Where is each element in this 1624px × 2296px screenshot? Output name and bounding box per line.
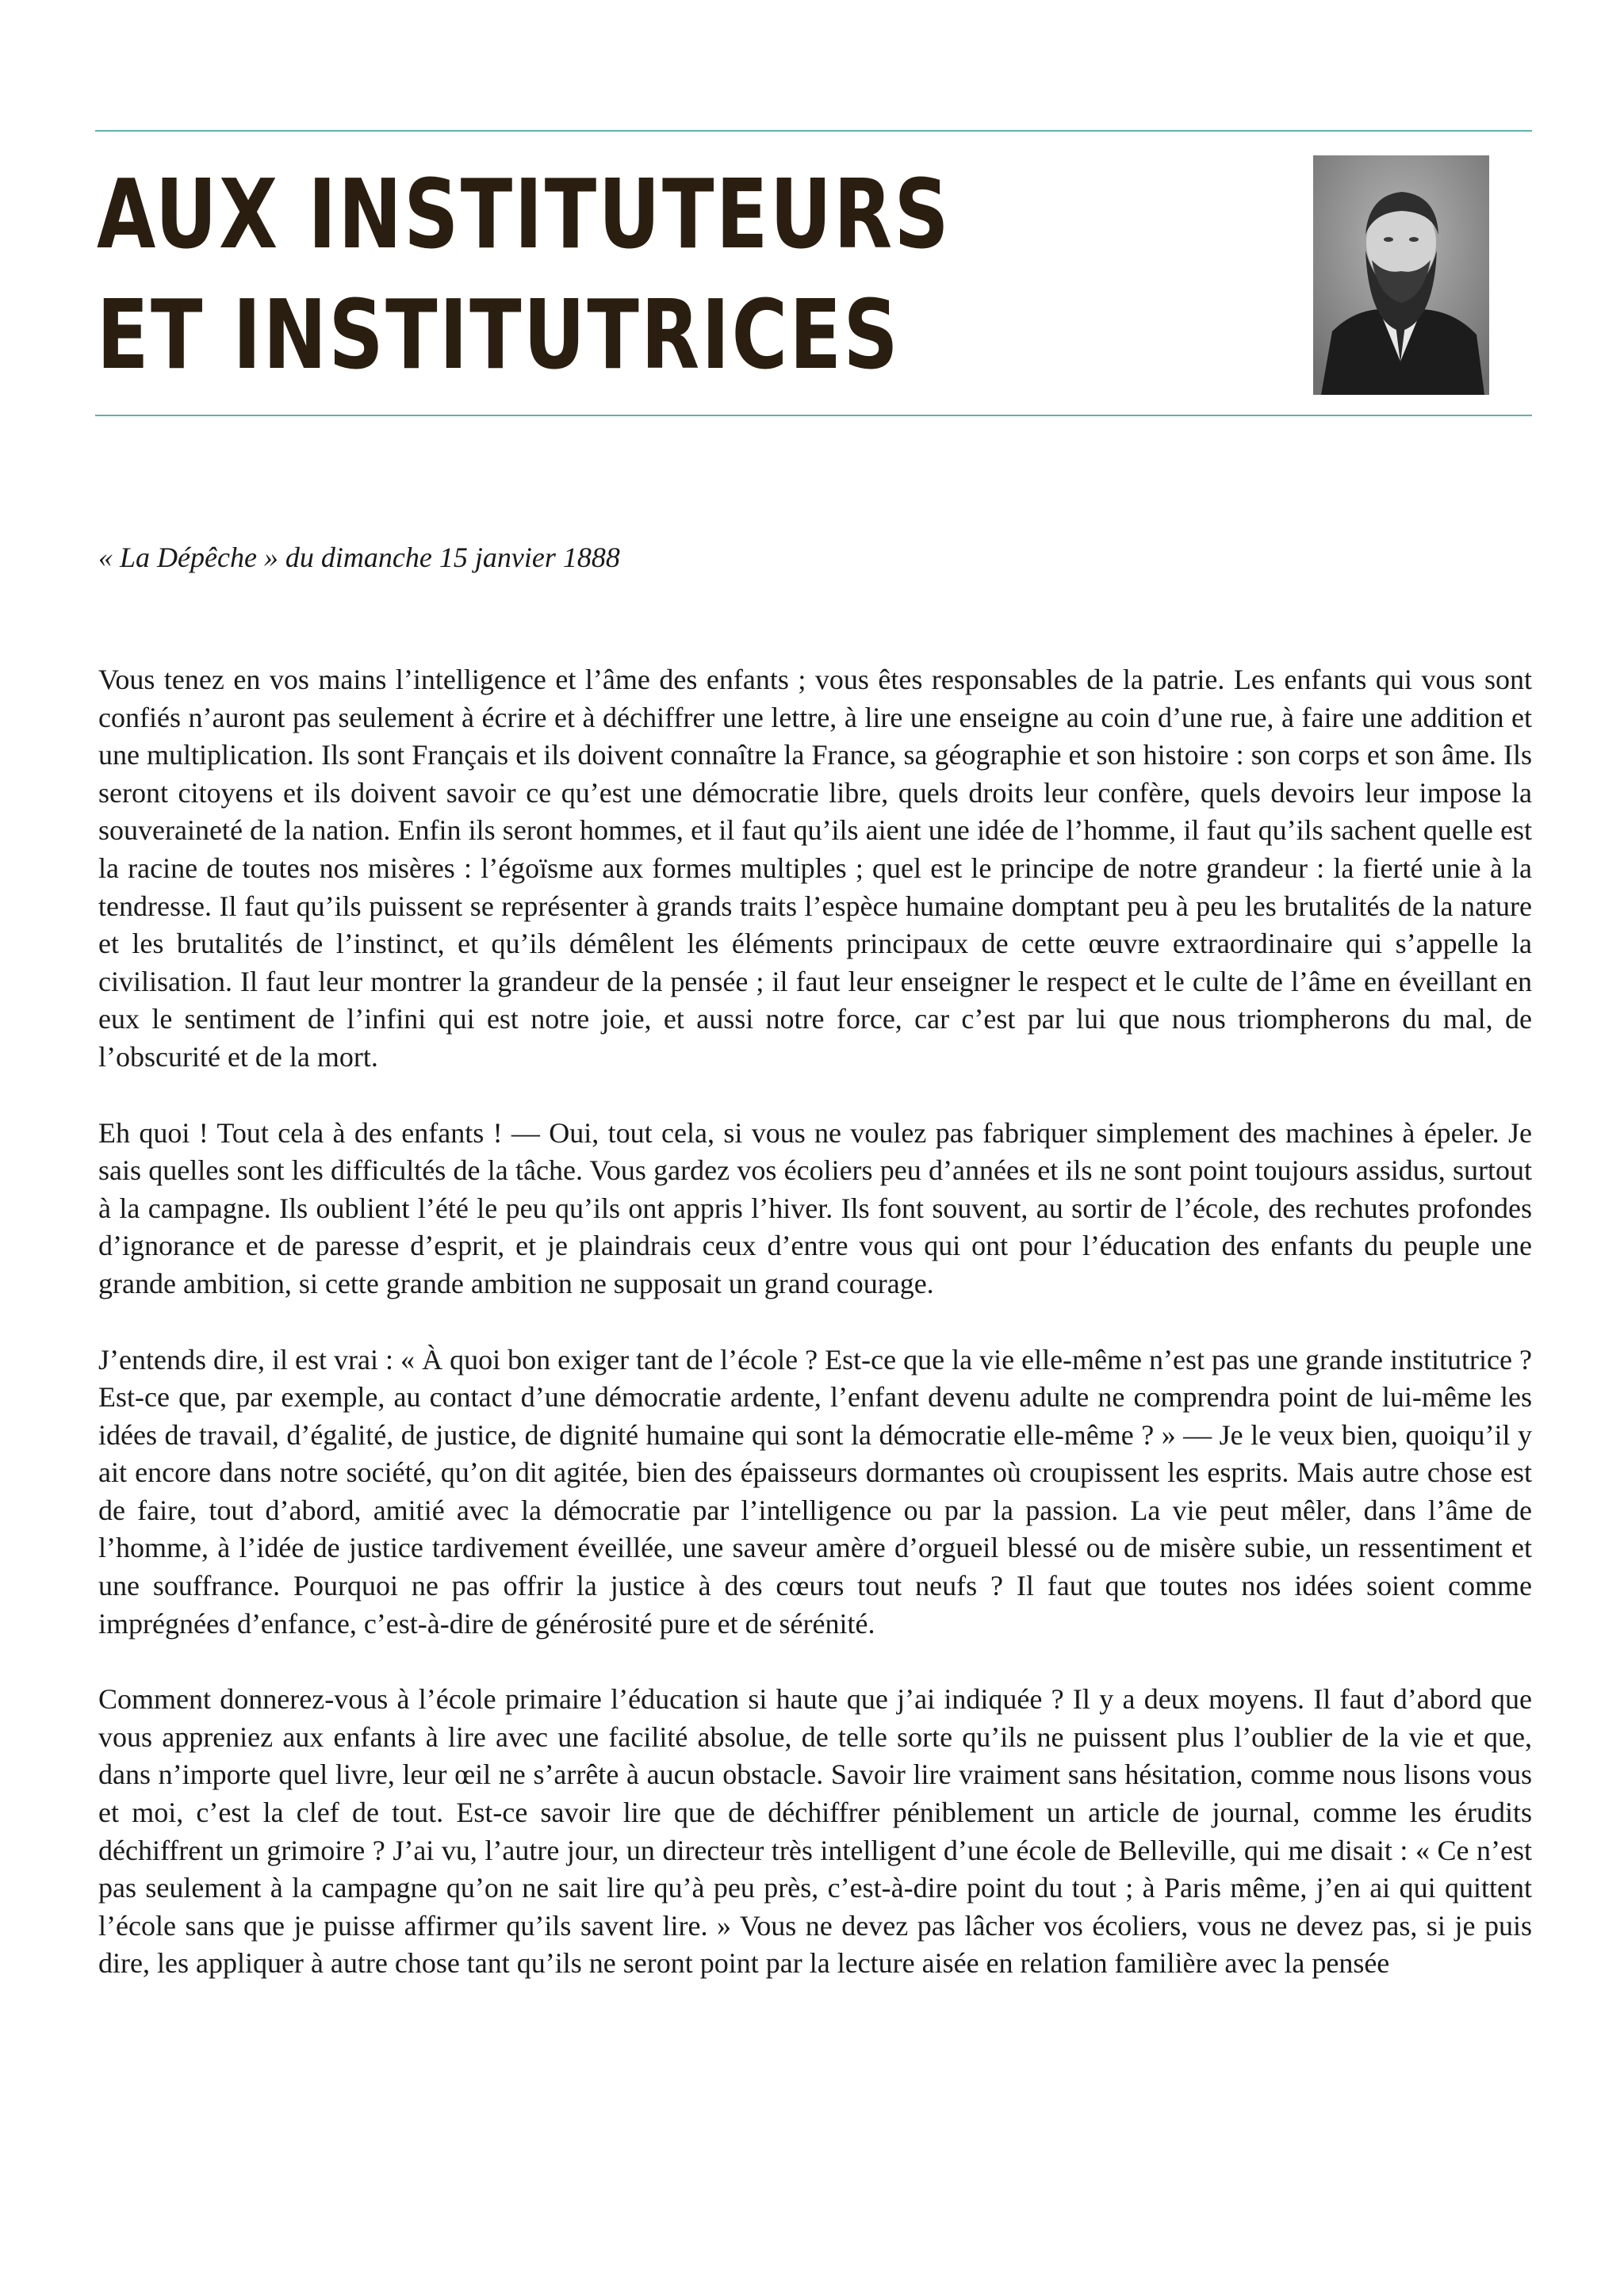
paragraph: Eh quoi ! Tout cela à des enfants ! — Oui, tout cela, si vous ne voulez pas fabriquer simplement des machines à épeler. Je sais quelles sont les difficultés de la tâche. Vous gardez vos écoliers peu d’années et ils ne sont point toujours assidus, surtout à la campagne. Ils oublient l’été le peu qu’ils ont appris l’hiver. Ils font souvent, au sortir de l’école, des rechutes profondes d’ignorance et de paresse d’esprit, et je plaindrais ceux d’entre vous qui ont pour l’éducation des enfants du peuple une grande ambition, si cette grande ambition ne supposait un grand courage.	[98, 1116, 1532, 1299]
top-divider	[95, 130, 1532, 132]
paragraph: J’entends dire, il est vrai : « À quoi bon exiger tant de l’école ? Est-ce que la vie elle-même n’est pas une grande institutrice ? Est-ce que, par exemple, au contact d’une démocratie ardente, l’enfant devenu adulte ne comprendra point de lui-même les idées de travail, d’égalité, de justice, de dignité humaine qui sont la démocratie elle-même ? » — Je le veux bien, quoiqu’il y ait encore dans notre société, qu’on dit agitée, bien des épaisseurs dormantes où croupissent les esprits. Mais autre chose est de faire, tout d’abord, amitié avec la démocratie par l’intelligence ou par la passion. La vie peut mêler, dans l’âme de l’homme, à l’idée de justice tardivement éveillée, une saveur amère d’orgueil blessé ou de misère subie, un ressentiment et une souffrance. Pourquoi ne pas offrir la justice à des cœurs tout neufs ? Il faut que toutes nos idées soient comme imprégnées d’enfance, c’est-à-dire de générosité pure et de sérénité.	[98, 1343, 1532, 1640]
bottom-divider	[95, 415, 1532, 416]
page-title: AUX INSTITUTEURS ET INSTITUTRICES	[97, 160, 952, 391]
source-citation: « La Dépêche » du dimanche 15 janvier 1888	[98, 541, 620, 573]
paragraph: Comment donnerez-vous à l’école primaire l’éducation si haute que j’ai indiquée ? Il y a deux moyens. Il faut d’abord que vous appreniez aux enfants à lire avec une facilité absolue, de telle sorte qu’ils ne puissent plus l’oublier de la vie et que, dans n’importe quel livre, leur œil ne s’arrête à aucun obstacle. Savoir lire vraiment sans hésitation, comme nous lisons vous et moi, c’est la clef de tout. Est-ce savoir lire que de déchiffrer péniblement un article de journal, comme les érudits déchiffrent un grimoire ? J’ai vu, l’autre jour, un directeur très intelligent d’une école de Belleville, qui me disait : « Ce n’est pas seulement à la campagne qu’on ne sait lire qu’à peu près, c’est-à-dire point du tout ; à Paris même, j’en ai qui quittent l’école sans que je puisse affirmer qu’ils savent lire. » Vous ne devez pas lâcher vos écoliers, vous ne devez pas, si je puis dire, les appliquer à autre chose tant qu’ils ne seront point par la lecture aisée en relation familière avec la pensée	[98, 1683, 1532, 1980]
article-body	[98, 661, 1532, 2021]
author-portrait	[1313, 155, 1489, 395]
paragraph: Vous tenez en vos mains l’intelligence et l’âme des enfants ; vous êtes responsables de la patrie. Les enfants qui vous sont confiés n’auront pas seulement à écrire et à déchiffrer une lettre, à lire une enseigne au coin d’une rue, à faire une addition et une multiplication. Ils sont Français et ils doivent connaître la France, sa géographie et son histoire : son corps et son âme. Ils seront citoyens et ils doivent savoir ce qu’est une démocratie libre, quels droits leur confère, quels devoirs leur impose la souveraineté de la nation. Enfin ils seront hommes, et il faut qu’ils aient une idée de l’homme, il faut qu’ils sachent quelle est la racine de toutes nos misères : l’égoïsme aux formes multiples ; quel est le principe de notre grandeur : la fierté unie à la tendresse. Il faut qu’ils puissent se représenter à grands traits l’espèce humaine domptant peu à peu les brutalités de la nature et les brutalités de l’instinct, et qu’ils démêlent les éléments principaux de cette œuvre extraordinaire qui s’appelle la civilisation. Il faut leur montrer la grandeur de la pensée ; il faut leur enseigner le respect et le culte de l’âme en éveillant en eux le sentiment de l’infini qui est notre joie, et aussi notre force, car c’est par lui que nous triompherons du mal, de l’obscurité et de la mort.	[98, 664, 1532, 1073]
